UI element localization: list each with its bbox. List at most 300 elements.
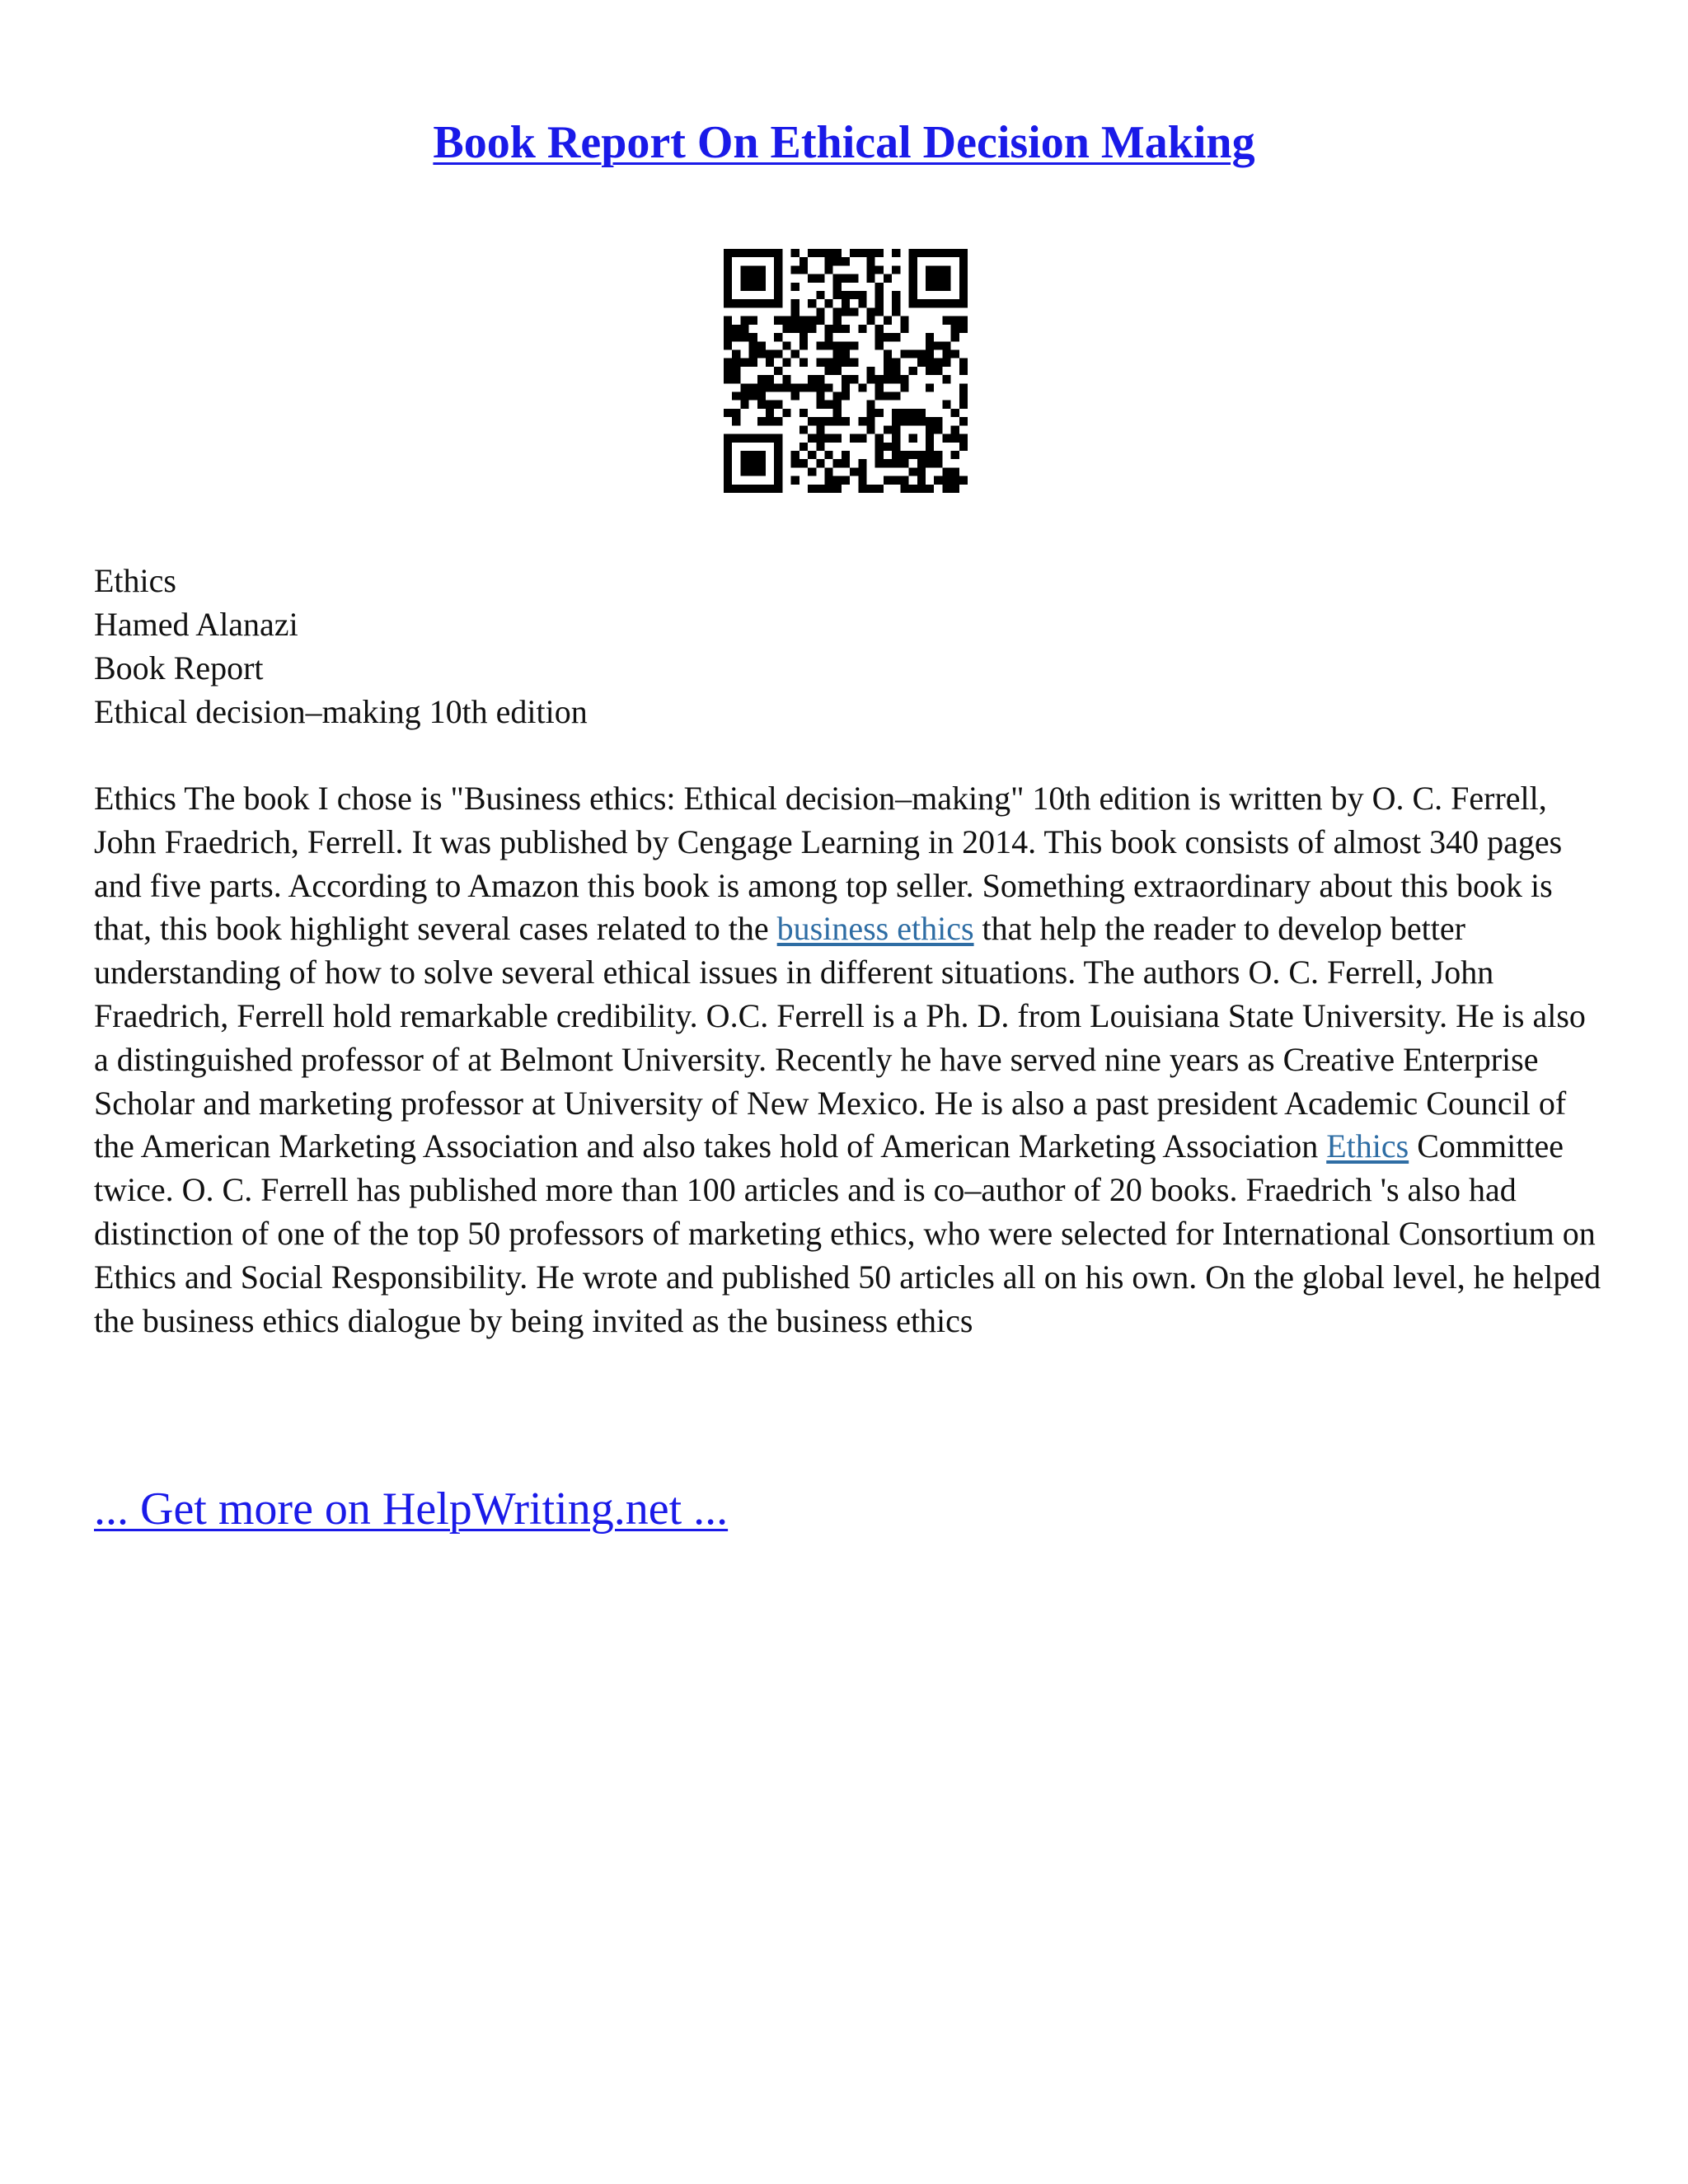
qr-module [892, 299, 900, 307]
qr-module [749, 341, 757, 349]
qr-module [900, 349, 908, 358]
qr-module [824, 257, 832, 265]
qr-module [875, 409, 884, 417]
qr-module [732, 333, 740, 341]
qr-module [842, 451, 850, 459]
qr-module [766, 383, 774, 391]
qr-module [824, 451, 832, 459]
qr-module [791, 451, 799, 459]
qr-module [951, 349, 959, 358]
qr-module [867, 485, 875, 493]
business-ethics-link[interactable]: business ethics [776, 910, 974, 948]
qr-module [884, 359, 892, 367]
qr-module [892, 291, 900, 299]
qr-module [892, 476, 900, 485]
qr-module [824, 249, 832, 257]
qr-module [749, 383, 757, 391]
qr-module [732, 417, 740, 425]
qr-module [917, 349, 926, 358]
qr-module [740, 359, 748, 367]
qr-module [926, 341, 934, 349]
qr-module [867, 274, 875, 283]
qr-module [791, 283, 799, 291]
qr-module [959, 367, 968, 375]
qr-module [942, 359, 950, 367]
qr-module [749, 316, 757, 325]
qr-module [833, 434, 842, 443]
qr-module [816, 401, 824, 409]
qr-module [917, 485, 926, 493]
qr-module [884, 316, 892, 325]
qr-module [757, 401, 766, 409]
qr-module [867, 375, 875, 383]
qr-module [782, 383, 790, 391]
qr-module [909, 467, 917, 476]
qr-module [774, 367, 782, 375]
qr-module [875, 333, 884, 341]
qr-module [816, 316, 824, 325]
qr-module [942, 485, 950, 493]
qr-module [833, 257, 842, 265]
qr-module [934, 341, 942, 349]
qr-module [942, 476, 950, 485]
qr-module [791, 349, 799, 358]
qr-module [892, 459, 900, 467]
qr-module [858, 434, 866, 443]
qr-module [875, 375, 884, 383]
qr-module [875, 485, 884, 493]
qr-module [926, 349, 934, 358]
qr-module [934, 476, 942, 485]
qr-module [808, 249, 816, 257]
qr-module [926, 485, 934, 493]
qr-module [842, 359, 850, 367]
qr-module [732, 392, 740, 401]
qr-module [858, 291, 866, 299]
qr-module [816, 291, 824, 299]
qr-module [858, 485, 866, 493]
get-more-link[interactable]: ... Get more on HelpWriting.net ... [94, 1483, 729, 1535]
qr-module [875, 307, 884, 316]
qr-module [867, 249, 875, 257]
qr-module [816, 307, 824, 316]
qr-module [740, 333, 748, 341]
qr-module [875, 249, 884, 257]
get-more-section [94, 1480, 728, 1538]
qr-module [884, 392, 892, 401]
qr-module [724, 325, 732, 333]
qr-module [959, 476, 968, 485]
qr-module [808, 434, 816, 443]
qr-module [875, 299, 884, 307]
qr-module [732, 409, 740, 417]
qr-module [782, 359, 790, 367]
qr-module [959, 443, 968, 451]
qr-module [842, 459, 850, 467]
qr-module [858, 249, 866, 257]
qr-module [724, 316, 732, 325]
qr-module [850, 359, 858, 367]
qr-module [850, 249, 858, 257]
qr-module [858, 467, 866, 476]
qr-module [824, 417, 832, 425]
qr-module [900, 316, 908, 325]
qr-module [824, 485, 832, 493]
qr-module [774, 401, 782, 409]
qr-module [951, 467, 959, 476]
qr-module [757, 383, 766, 391]
qr-module [766, 401, 774, 409]
qr-module [791, 307, 799, 316]
qr-module [926, 367, 934, 375]
qr-module [833, 367, 842, 375]
qr-module [824, 367, 832, 375]
qr-module [799, 341, 808, 349]
qr-module [900, 325, 908, 333]
qr-module [824, 467, 832, 476]
qr-module [824, 265, 832, 274]
qr-module [917, 359, 926, 367]
qr-module [757, 417, 766, 425]
qr-module [892, 367, 900, 375]
qr-module [824, 401, 832, 409]
qr-module [816, 485, 824, 493]
qr-module [824, 476, 832, 485]
qr-module [833, 325, 842, 333]
qr-module [926, 359, 934, 367]
qr-module [749, 392, 757, 401]
qr-module [799, 316, 808, 325]
qr-module [959, 359, 968, 367]
qr-module [892, 375, 900, 383]
qr-module [842, 274, 850, 283]
qr-module [867, 257, 875, 265]
qr-module [842, 325, 850, 333]
qr-module [808, 451, 816, 459]
qr-module [884, 375, 892, 383]
qr-module [867, 307, 875, 316]
qr-module [774, 417, 782, 425]
qr-module [824, 341, 832, 349]
qr-module [959, 401, 968, 409]
meta-book: Ethical decision–making 10th edition [94, 693, 588, 730]
qr-module [892, 392, 900, 401]
qr-module [951, 333, 959, 341]
qr-module [842, 417, 850, 425]
qr-module [816, 341, 824, 349]
qr-module [774, 333, 782, 341]
qr-module [782, 325, 790, 333]
qr-module [934, 451, 942, 459]
qr-module [740, 383, 748, 391]
qr-module [766, 417, 774, 425]
qr-module [884, 333, 892, 341]
qr-module [833, 476, 842, 485]
qr-module [858, 299, 866, 307]
qr-module [959, 434, 968, 443]
qr-module [892, 409, 900, 417]
qr-module [917, 467, 926, 476]
page-title [0, 114, 1688, 171]
qr-module [757, 375, 766, 383]
qr-module [824, 333, 832, 341]
qr-module [951, 476, 959, 485]
qr-module [724, 367, 732, 375]
qr-module [824, 359, 832, 367]
qr-module [816, 274, 824, 283]
qr-module [816, 434, 824, 443]
qr-module [959, 392, 968, 401]
qr-module [833, 392, 842, 401]
qr-module [942, 467, 950, 476]
qr-module [740, 392, 748, 401]
qr-module [900, 409, 908, 417]
qr-module [799, 409, 808, 417]
qr-module [833, 307, 842, 316]
qr-module [934, 417, 942, 425]
qr-module [867, 367, 875, 375]
qr-module [732, 359, 740, 367]
qr-module [799, 443, 808, 451]
qr-module [833, 409, 842, 417]
qr-module [884, 476, 892, 485]
qr-module [867, 409, 875, 417]
qr-module [842, 307, 850, 316]
qr-module [816, 383, 824, 391]
qr-module [892, 307, 900, 316]
qr-module [816, 392, 824, 401]
qr-module [791, 249, 799, 257]
qr-module [850, 307, 858, 316]
qr-module [824, 299, 832, 307]
meta-type: Book Report [94, 649, 264, 687]
qr-module [842, 341, 850, 349]
qr-module [724, 341, 732, 349]
qr-module [951, 485, 959, 493]
qr-module [757, 349, 766, 358]
qr-module [766, 375, 774, 383]
qr-module [884, 367, 892, 375]
qr-module [900, 459, 908, 467]
qr-module [799, 333, 808, 341]
qr-module [732, 375, 740, 383]
qr-module [808, 383, 816, 391]
qr-module [867, 401, 875, 409]
qr-module [959, 316, 968, 325]
qr-module [875, 341, 884, 349]
qr-module [842, 476, 850, 485]
qr-module [909, 349, 917, 358]
qr-module [934, 459, 942, 467]
qr-module [934, 367, 942, 375]
qr-module [833, 341, 842, 349]
qr-module [824, 434, 832, 443]
qr-module [732, 367, 740, 375]
qr-module [766, 349, 774, 358]
qr-alignment-pattern [909, 434, 917, 443]
qr-module [850, 341, 858, 349]
qr-module [799, 425, 808, 434]
qr-module [858, 476, 866, 485]
qr-module [926, 383, 934, 391]
qr-module [757, 341, 766, 349]
qr-module [951, 451, 959, 459]
qr-module [842, 291, 850, 299]
qr-module [900, 476, 908, 485]
qr-module [766, 359, 774, 367]
meta-subject: Ethics [94, 562, 176, 599]
qr-module [724, 375, 732, 383]
ethics-link[interactable]: Ethics [1326, 1127, 1409, 1165]
qr-module [900, 375, 908, 383]
qr-module [875, 459, 884, 467]
qr-module [799, 459, 808, 467]
qr-module [799, 257, 808, 265]
qr-module [774, 349, 782, 358]
qr-module [816, 417, 824, 425]
title-link[interactable]: Book Report On Ethical Decision Making [433, 117, 1255, 168]
qr-module [782, 316, 790, 325]
qr-module [724, 333, 732, 341]
qr-module [959, 325, 968, 333]
qr-module [884, 425, 892, 434]
qr-module [942, 349, 950, 358]
qr-module [875, 283, 884, 291]
qr-module [833, 459, 842, 467]
qr-module [732, 349, 740, 358]
qr-module [833, 485, 842, 493]
qr-module [875, 451, 884, 459]
qr-module [816, 249, 824, 257]
qr-module [842, 349, 850, 358]
qr-module [824, 325, 832, 333]
qr-module [942, 316, 950, 325]
qr-module [791, 316, 799, 325]
qr-module [833, 417, 842, 425]
qr-module [782, 375, 790, 383]
qr-module [942, 434, 950, 443]
qr-module [833, 249, 842, 257]
qr-module [724, 359, 732, 367]
qr-module [799, 383, 808, 391]
qr-module [749, 349, 757, 358]
qr-module [867, 265, 875, 274]
qr-module [850, 274, 858, 283]
qr-module [799, 359, 808, 367]
qr-module [858, 417, 866, 425]
qr-module [740, 325, 748, 333]
qr-module [934, 359, 942, 367]
qr-module [791, 265, 799, 274]
qr-module [749, 359, 757, 367]
qr-module [833, 316, 842, 325]
qr-module [959, 417, 968, 425]
qr-module [884, 459, 892, 467]
qr-module [774, 383, 782, 391]
body-text-part-1: Ethics The book I chose is "Business ethics: Ethical decision–making" 10th edition is written by O. C. Ferrell, John Fraedrich, Ferrell. It was published by Cengage Learning in 2014. This book consists of almost 340 pages and five parts. According to Amazon this book is among top seller. Something extraordinary about this book is that, this book highlight several cases related to the [94, 780, 1563, 948]
qr-module [951, 434, 959, 443]
qr-module [867, 316, 875, 325]
qr-module [842, 392, 850, 401]
qr-module [808, 375, 816, 383]
qr-module [917, 459, 926, 467]
qr-module [833, 349, 842, 358]
qr-module [884, 443, 892, 451]
qr-module [791, 392, 799, 401]
qr-module [875, 291, 884, 299]
qr-module [892, 265, 900, 274]
qr-module [816, 425, 824, 434]
qr-module [951, 409, 959, 417]
qr-module [816, 443, 824, 451]
qr-module [850, 291, 858, 299]
qr-module [724, 409, 732, 417]
qr-module [816, 459, 824, 467]
qr-module [766, 409, 774, 417]
qr-module [900, 383, 908, 391]
qr-module [808, 417, 816, 425]
qr-module [833, 283, 842, 291]
qr-module [884, 274, 892, 283]
body-paragraph [94, 777, 1606, 1343]
qr-module [917, 476, 926, 485]
qr-module [850, 434, 858, 443]
qr-module [951, 325, 959, 333]
qr-module [926, 333, 934, 341]
qr-module [782, 409, 790, 417]
qr-module [942, 375, 950, 383]
qr-module [833, 401, 842, 409]
qr-module [926, 459, 934, 467]
qr-module [875, 443, 884, 451]
meta-author: Hamed Alanazi [94, 606, 298, 643]
qr-module [875, 434, 884, 443]
qr-module [808, 485, 816, 493]
qr-module [842, 383, 850, 391]
qr-module [808, 299, 816, 307]
qr-module [959, 383, 968, 391]
qr-module [808, 274, 816, 283]
qr-module [799, 325, 808, 333]
qr-module [875, 392, 884, 401]
qr-module [757, 392, 766, 401]
body-text-part-3: Committee twice. O. C. Ferrell has published more than 100 articles and is co–author of 20 books. Fraedrich 's also had distinction of one of the top 50 professors of marketing ethics, who were selected for International Consortium on Ethics and Social Responsibility. He wrote and published 50 articles all on his own. On the global level, he helped the business ethics dialogue by being invited as the business ethics [94, 1127, 1601, 1339]
qr-module [858, 325, 866, 333]
qr-module [867, 417, 875, 425]
qr-module [909, 367, 917, 375]
qr-module [749, 333, 757, 341]
qr-module [791, 459, 799, 467]
qr-module [774, 316, 782, 325]
qr-module [740, 401, 748, 409]
qr-module [858, 459, 866, 467]
qr-module [824, 383, 832, 391]
qr-module [791, 383, 799, 391]
qr-module [791, 325, 799, 333]
qr-module [791, 299, 799, 307]
qr-module [833, 291, 842, 299]
qr-module [816, 359, 824, 367]
qr-module [808, 467, 816, 476]
qr-module [884, 349, 892, 358]
qr-module [909, 485, 917, 493]
qr-module [808, 325, 816, 333]
qr-module [892, 359, 900, 367]
qr-module [942, 401, 950, 409]
document-meta [94, 559, 1594, 733]
qr-module [782, 341, 790, 349]
qr-module [842, 375, 850, 383]
